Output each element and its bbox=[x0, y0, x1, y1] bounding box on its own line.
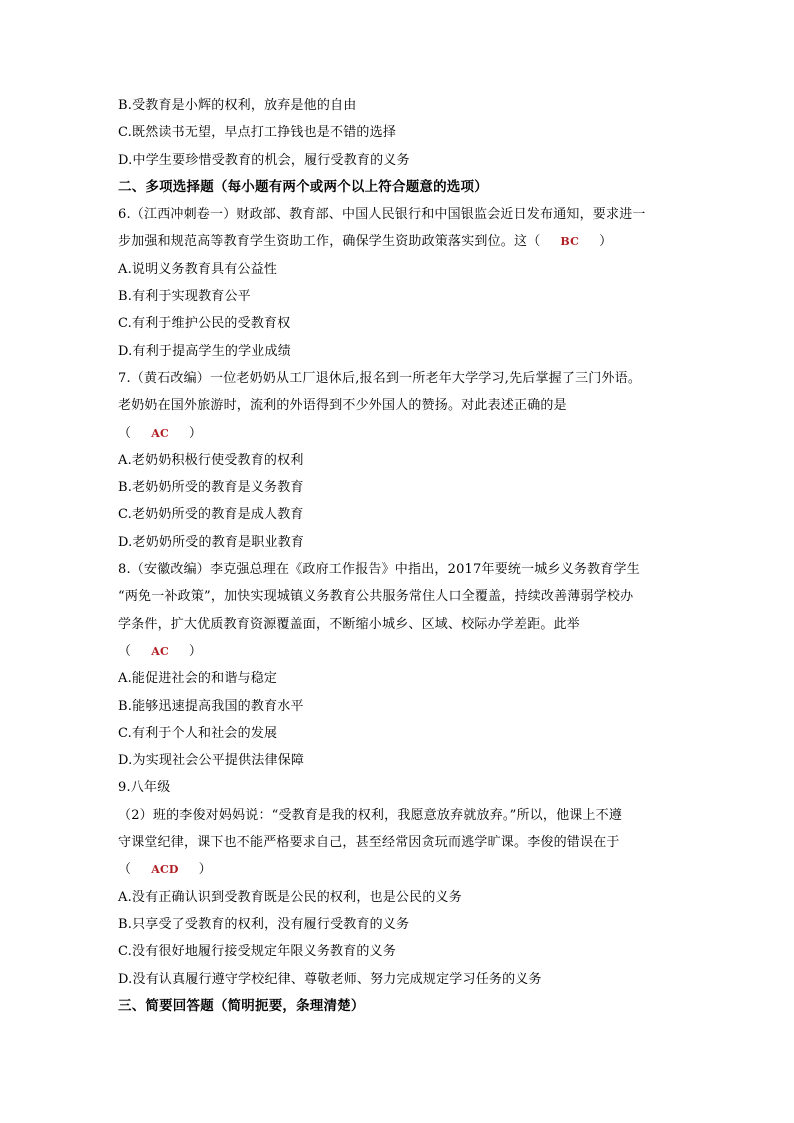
q7-open-paren: （ bbox=[118, 425, 132, 441]
q7-answer-line bbox=[118, 420, 678, 447]
q5-option-c: C.既然读书无望，早点打工挣钱也是不错的选择 bbox=[118, 125, 397, 141]
q8-answer-line bbox=[118, 638, 678, 665]
q7-option-a: A.老奶奶积极行使受教育的权利 bbox=[118, 452, 304, 468]
q7-stem-line-1: 7.（黄石改编）一位老奶奶从工厂退休后,报名到一所老年大学学习,先后掌握了三门外语。 bbox=[118, 370, 642, 386]
section-heading-multiple-choice: 二、多项选择题（每小题有两个或两个以上符合题意的选项） bbox=[118, 178, 488, 195]
q6-option-c: C.有利于维护公民的受教育权 bbox=[118, 316, 291, 332]
q8-answer: AC bbox=[151, 644, 169, 658]
q9-stem-line-2: （2）班的李俊对妈妈说：“受教育是我的权利，我愿意放弃就放弃。”所以，他课上不遵 bbox=[118, 807, 623, 823]
document-page bbox=[118, 92, 678, 1020]
q6-answer: BC bbox=[560, 235, 580, 249]
q9-stem-line-3: 守课堂纪律，课下也不能严格要求自己，甚至经常因贪玩而逃学旷课。李俊的错误在于 bbox=[118, 835, 620, 851]
q8-option-b: B.能够迅速提高我国的教育水平 bbox=[118, 698, 304, 714]
q8-option-c: C.有利于个人和社会的发展 bbox=[118, 725, 278, 741]
q6-stem-line-1: 6.（江西冲刺卷一）财政部、教育部、中国人民银行和中国银监会近日发布通知，要求进一 bbox=[118, 207, 646, 223]
q7-close-paren: ） bbox=[188, 425, 203, 441]
q9-option-d: D.没有认真履行遵守学校纪律、尊敬老师、努力完成规定学习任务的义务 bbox=[118, 971, 542, 987]
q9-open-paren: （ bbox=[118, 862, 132, 878]
q6-close-paren: ） bbox=[599, 234, 613, 250]
q8-close-paren: ） bbox=[188, 643, 203, 659]
q8-stem-line-2: “两免一补政策”，加快实现城镇义务教育公共服务常住人口全覆盖，持续改善薄弱学校办 bbox=[118, 589, 634, 605]
q6-stem-text: 步加强和规范高等教育学生资助工作，确保学生资助政策落实到位。这（ bbox=[118, 234, 541, 250]
q8-option-d: D.为实现社会公平提供法律保障 bbox=[118, 753, 305, 769]
q8-stem-line-1: 8.（安徽改编）李克强总理在《政府工作报告》中指出，2017年要统一城乡义务教育学生 bbox=[118, 562, 640, 578]
q7-answer: AC bbox=[151, 426, 169, 440]
q9-stem-line-1: 9.八年级 bbox=[118, 780, 171, 796]
q9-answer: ACD bbox=[151, 863, 179, 877]
q6-option-a: A.说明义务教育具有公益性 bbox=[118, 261, 278, 277]
q9-option-c: C.没有很好地履行接受规定年限义务教育的义务 bbox=[118, 944, 397, 960]
q8-stem-line-3: 学条件，扩大优质教育资源覆盖面，不断缩小城乡、区域、校际办学差距。此举 bbox=[118, 616, 581, 632]
q9-answer-line bbox=[118, 856, 678, 883]
q9-close-paren: ） bbox=[198, 862, 212, 878]
q7-stem-line-2: 老奶奶在国外旅游时，流利的外语得到不少外国人的赞扬。对此表述正确的是 bbox=[118, 398, 567, 414]
section-heading-short-answer: 三、简要回答题（简明扼要，条理清楚） bbox=[118, 997, 365, 1014]
q9-option-b: B.只享受了受教育的权利，没有履行受教育的义务 bbox=[118, 916, 410, 932]
q6-stem-line-2 bbox=[118, 228, 678, 255]
q9-option-a: A.没有正确认识到受教育既是公民的权利，也是公民的义务 bbox=[118, 889, 462, 905]
q6-option-d: D.有利于提高学生的学业成绩 bbox=[118, 343, 291, 359]
q7-option-b: B.老奶奶所受的教育是义务教育 bbox=[118, 480, 304, 496]
q5-option-b: B.受教育是小辉的权利，放弃是他的自由 bbox=[118, 98, 357, 113]
q7-option-d: D.老奶奶所受的教育是职业教育 bbox=[118, 534, 305, 550]
q5-option-d: D.中学生要珍惜受教育的机会，履行受教育的义务 bbox=[118, 152, 410, 168]
q8-open-paren: （ bbox=[118, 643, 132, 659]
q8-option-a: A.能促进社会的和谐与稳定 bbox=[118, 671, 278, 687]
q7-option-c: C.老奶奶所受的教育是成人教育 bbox=[118, 507, 304, 523]
q6-option-b: B.有利于实现教育公平 bbox=[118, 289, 251, 305]
